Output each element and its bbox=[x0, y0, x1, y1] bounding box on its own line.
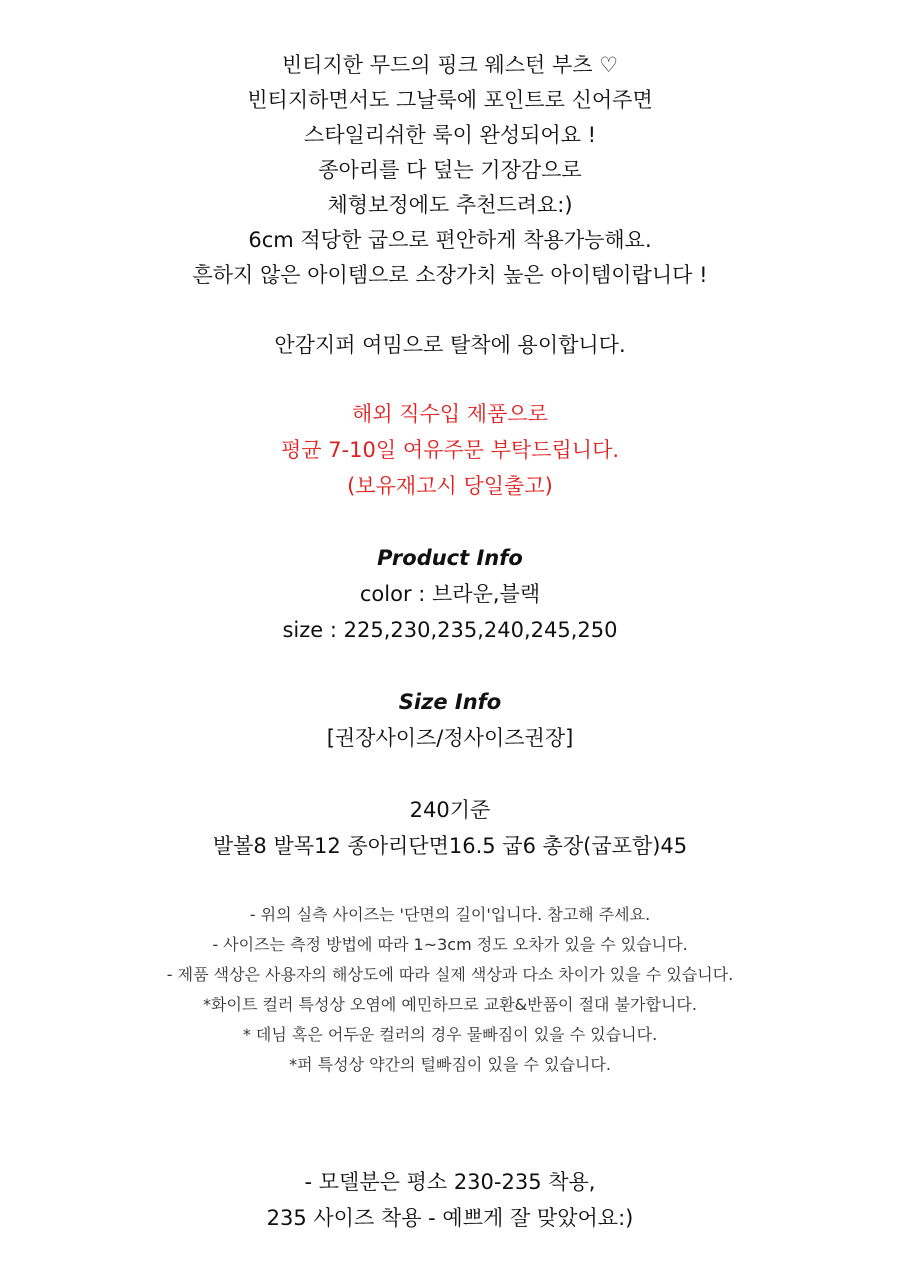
note-line: *화이트 컬러 특성상 오염에 예민하므로 교환&반품이 절대 불가합니다. bbox=[203, 995, 697, 1014]
note-line: - 사이즈는 측정 방법에 따라 1~3cm 정도 오차가 있을 수 있습니다. bbox=[212, 935, 688, 954]
model-fit-info bbox=[0, 1164, 900, 1236]
note-line: *퍼 특성상 약간의 털빠짐이 있을 수 있습니다. bbox=[289, 1055, 611, 1074]
product-info-heading: Product Info bbox=[377, 546, 523, 570]
description-line: 6cm 적당한 굽으로 편안하게 착용가능해요. bbox=[248, 228, 652, 252]
product-info-section bbox=[0, 540, 900, 648]
note-line: * 데님 혹은 어두운 컬러의 경우 물빠짐이 있을 수 있습니다. bbox=[242, 1025, 658, 1044]
notice-line: (보유재고시 당일출고) bbox=[347, 474, 553, 498]
size-notes bbox=[0, 900, 900, 1080]
model-line: 235 사이즈 착용 - 예쁘게 잘 맞았어요:) bbox=[266, 1206, 634, 1230]
measurement-values: 발볼8 발목12 종아리단면16.5 굽6 총장(굽포함)45 bbox=[212, 834, 688, 858]
product-description bbox=[0, 48, 900, 293]
closure-line: 안감지퍼 여밈으로 탈착에 용이합니다. bbox=[274, 333, 626, 357]
shipping-notice bbox=[0, 396, 900, 504]
closure-description bbox=[0, 328, 900, 363]
description-line: 빈티지한 무드의 핑크 웨스턴 부츠 ♡ bbox=[281, 53, 619, 77]
size-info-section bbox=[0, 684, 900, 756]
product-size-line: size : 225,230,235,240,245,250 bbox=[282, 618, 618, 642]
note-line: - 위의 실측 사이즈는 '단면의 길이'입니다. 참고해 주세요. bbox=[249, 905, 651, 924]
description-line: 종아리를 다 덮는 기장감으로 bbox=[318, 158, 582, 182]
size-info-heading: Size Info bbox=[398, 690, 502, 714]
description-line: 스타일리쉬한 룩이 완성되어요 ! bbox=[303, 123, 597, 147]
notice-line: 해외 직수입 제품으로 bbox=[352, 402, 548, 426]
notice-line: 평균 7-10일 여유주문 부탁드립니다. bbox=[280, 438, 620, 462]
size-basis: 240기준 bbox=[409, 798, 491, 822]
model-line: - 모델분은 평소 230-235 착용, bbox=[304, 1170, 596, 1194]
description-line: 체형보정에도 추천드려요:) bbox=[327, 193, 573, 217]
size-recommendation: [권장사이즈/정사이즈권장] bbox=[326, 726, 574, 750]
note-line: - 제품 색상은 사용자의 해상도에 따라 실제 색상과 다소 차이가 있을 수 있습니다. bbox=[166, 965, 734, 984]
description-line: 빈티지하면서도 그날룩에 포인트로 신어주면 bbox=[247, 88, 653, 112]
description-line: 흔하지 않은 아이템으로 소장가치 높은 아이템이랍니다 ! bbox=[192, 263, 708, 287]
size-measurements bbox=[0, 792, 900, 864]
product-color-line: color : 브라운,블랙 bbox=[359, 582, 541, 606]
